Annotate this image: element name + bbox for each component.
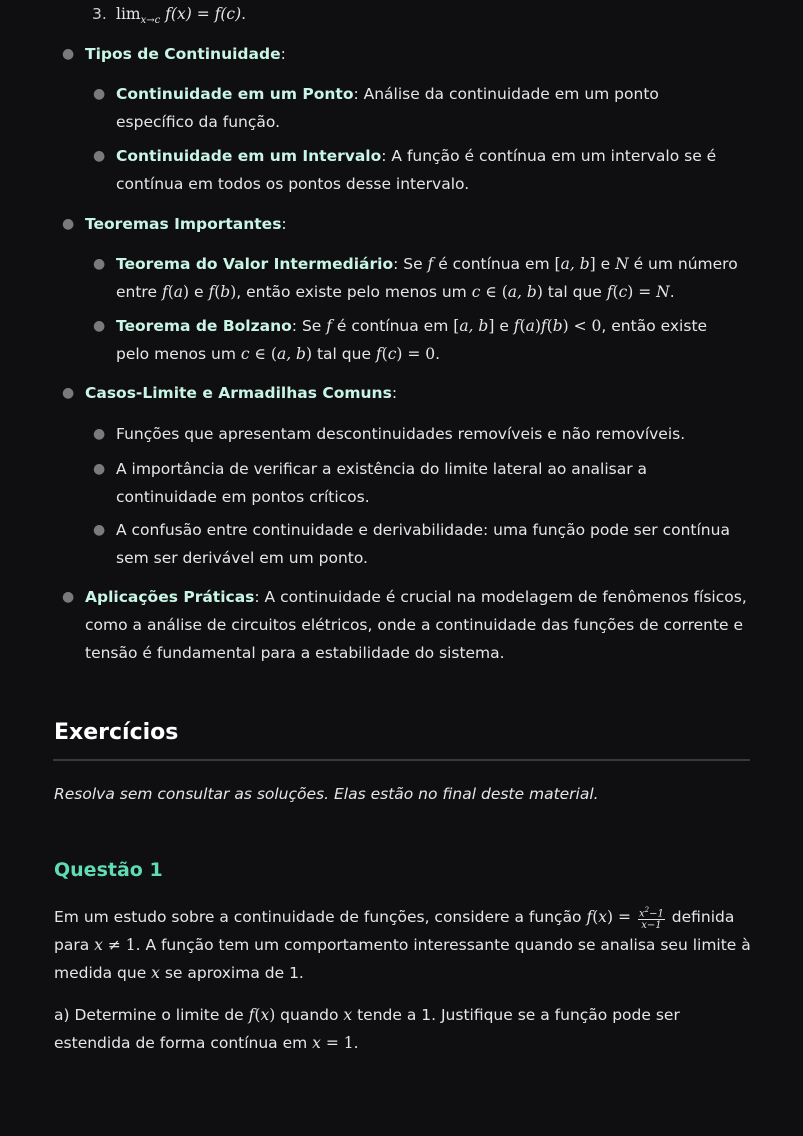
bullet-continuidade-intervalo: ● Continuidade em um Intervalo: A função é contínua em um intervalo se é contínua em todos os pontos desse intervalo. bbox=[0, 142, 803, 198]
list-number: 3. bbox=[92, 5, 107, 23]
bullet-aplicacoes: ● Aplicações Práticas: A continuidade é crucial na modelagem de fenômenos físicos, como a análise de circuitos elétricos, onde a continuidade das funções de corrente e tensão é fundamental para a estabilidade do sistema. bbox=[0, 583, 803, 667]
heading-divider bbox=[53, 759, 750, 761]
questao-1-heading: Questão 1 bbox=[54, 859, 163, 881]
bullet-continuidade-ponto: ● Continuidade em um Ponto: Análise da continuidade em um ponto específico da função. bbox=[0, 80, 803, 136]
bullet-bolzano: ● Teorema de Bolzano: Se f é contínua em [a, b] e f(a)f(b) < 0, então existe pelo menos um c ∈ (a, b) tal que f(c) = 0. bbox=[0, 312, 803, 368]
bullet-caso-1: ● Funções que apresentam descontinuidades removíveis e não removíveis. bbox=[0, 420, 803, 448]
limit-formula: $\lim_{x\to c} f(x) = f(c)$ bbox=[116, 5, 242, 27]
exercicios-heading-wrap bbox=[0, 719, 803, 747]
ordered-list-item-3: 3. $\lim_{x\to c} f(x) = f(c)$. bbox=[0, 0, 803, 35]
bullet-icon: ● bbox=[62, 46, 75, 62]
bullet-teoremas: ● Teoremas Importantes: bbox=[0, 210, 803, 238]
bullet-caso-3: ● A confusão entre continuidade e derivabilidade: uma função pode ser contínua sem ser derivável em um ponto. bbox=[0, 516, 803, 572]
bullet-icon: ● bbox=[62, 385, 75, 401]
bullet-icon: ● bbox=[93, 522, 106, 538]
bullet-tipos: ● Tipos de Continuidade: bbox=[0, 40, 803, 68]
exercicios-heading: Exercícios bbox=[54, 720, 179, 745]
bullet-icon: ● bbox=[93, 256, 106, 272]
bullet-icon: ● bbox=[62, 589, 75, 605]
bullet-caso-2: ● A importância de verificar a existência do limite lateral ao analisar a continuidade em pontos críticos. bbox=[0, 455, 803, 511]
section-label-casos: Casos-Limite e Armadilhas Comuns bbox=[85, 384, 392, 402]
bullet-icon: ● bbox=[93, 461, 106, 477]
bullet-icon: ● bbox=[93, 318, 106, 334]
questao-1-statement: Em um estudo sobre a continuidade de funções, considere a função f(x) = $\frac{x^2-1}{x-1}$ definida para x ≠ 1. A função tem um comportamento interessante quando se analisa seu limite à medida que x se aproxima de 1. bbox=[54, 905, 751, 983]
questao-1-part-a: a) Determine o limite de f(x) quando x tende a 1. Justifique se a função pode ser estendida de forma contínua em x = 1. bbox=[54, 1006, 680, 1052]
exercicios-note: Resolva sem consultar as soluções. Elas estão no final deste material. bbox=[54, 785, 599, 803]
bullet-casos: ● Casos-Limite e Armadilhas Comuns: bbox=[0, 379, 803, 407]
bullet-valor-intermediario: ● Teorema do Valor Intermediário: Se f é contínua em [a, b] e N é um número entre f(a) e f(b), então existe pelo menos um c ∈ (a, b) tal que f(c) = N. bbox=[0, 250, 803, 306]
bullet-icon: ● bbox=[93, 426, 106, 442]
section-label-teoremas: Teoremas Importantes bbox=[85, 215, 282, 233]
bullet-icon: ● bbox=[93, 148, 106, 164]
bullet-icon: ● bbox=[93, 86, 106, 102]
section-label-tipos: Tipos de Continuidade bbox=[85, 45, 281, 63]
questao-1-heading-wrap bbox=[0, 856, 803, 884]
bullet-icon: ● bbox=[62, 216, 75, 232]
